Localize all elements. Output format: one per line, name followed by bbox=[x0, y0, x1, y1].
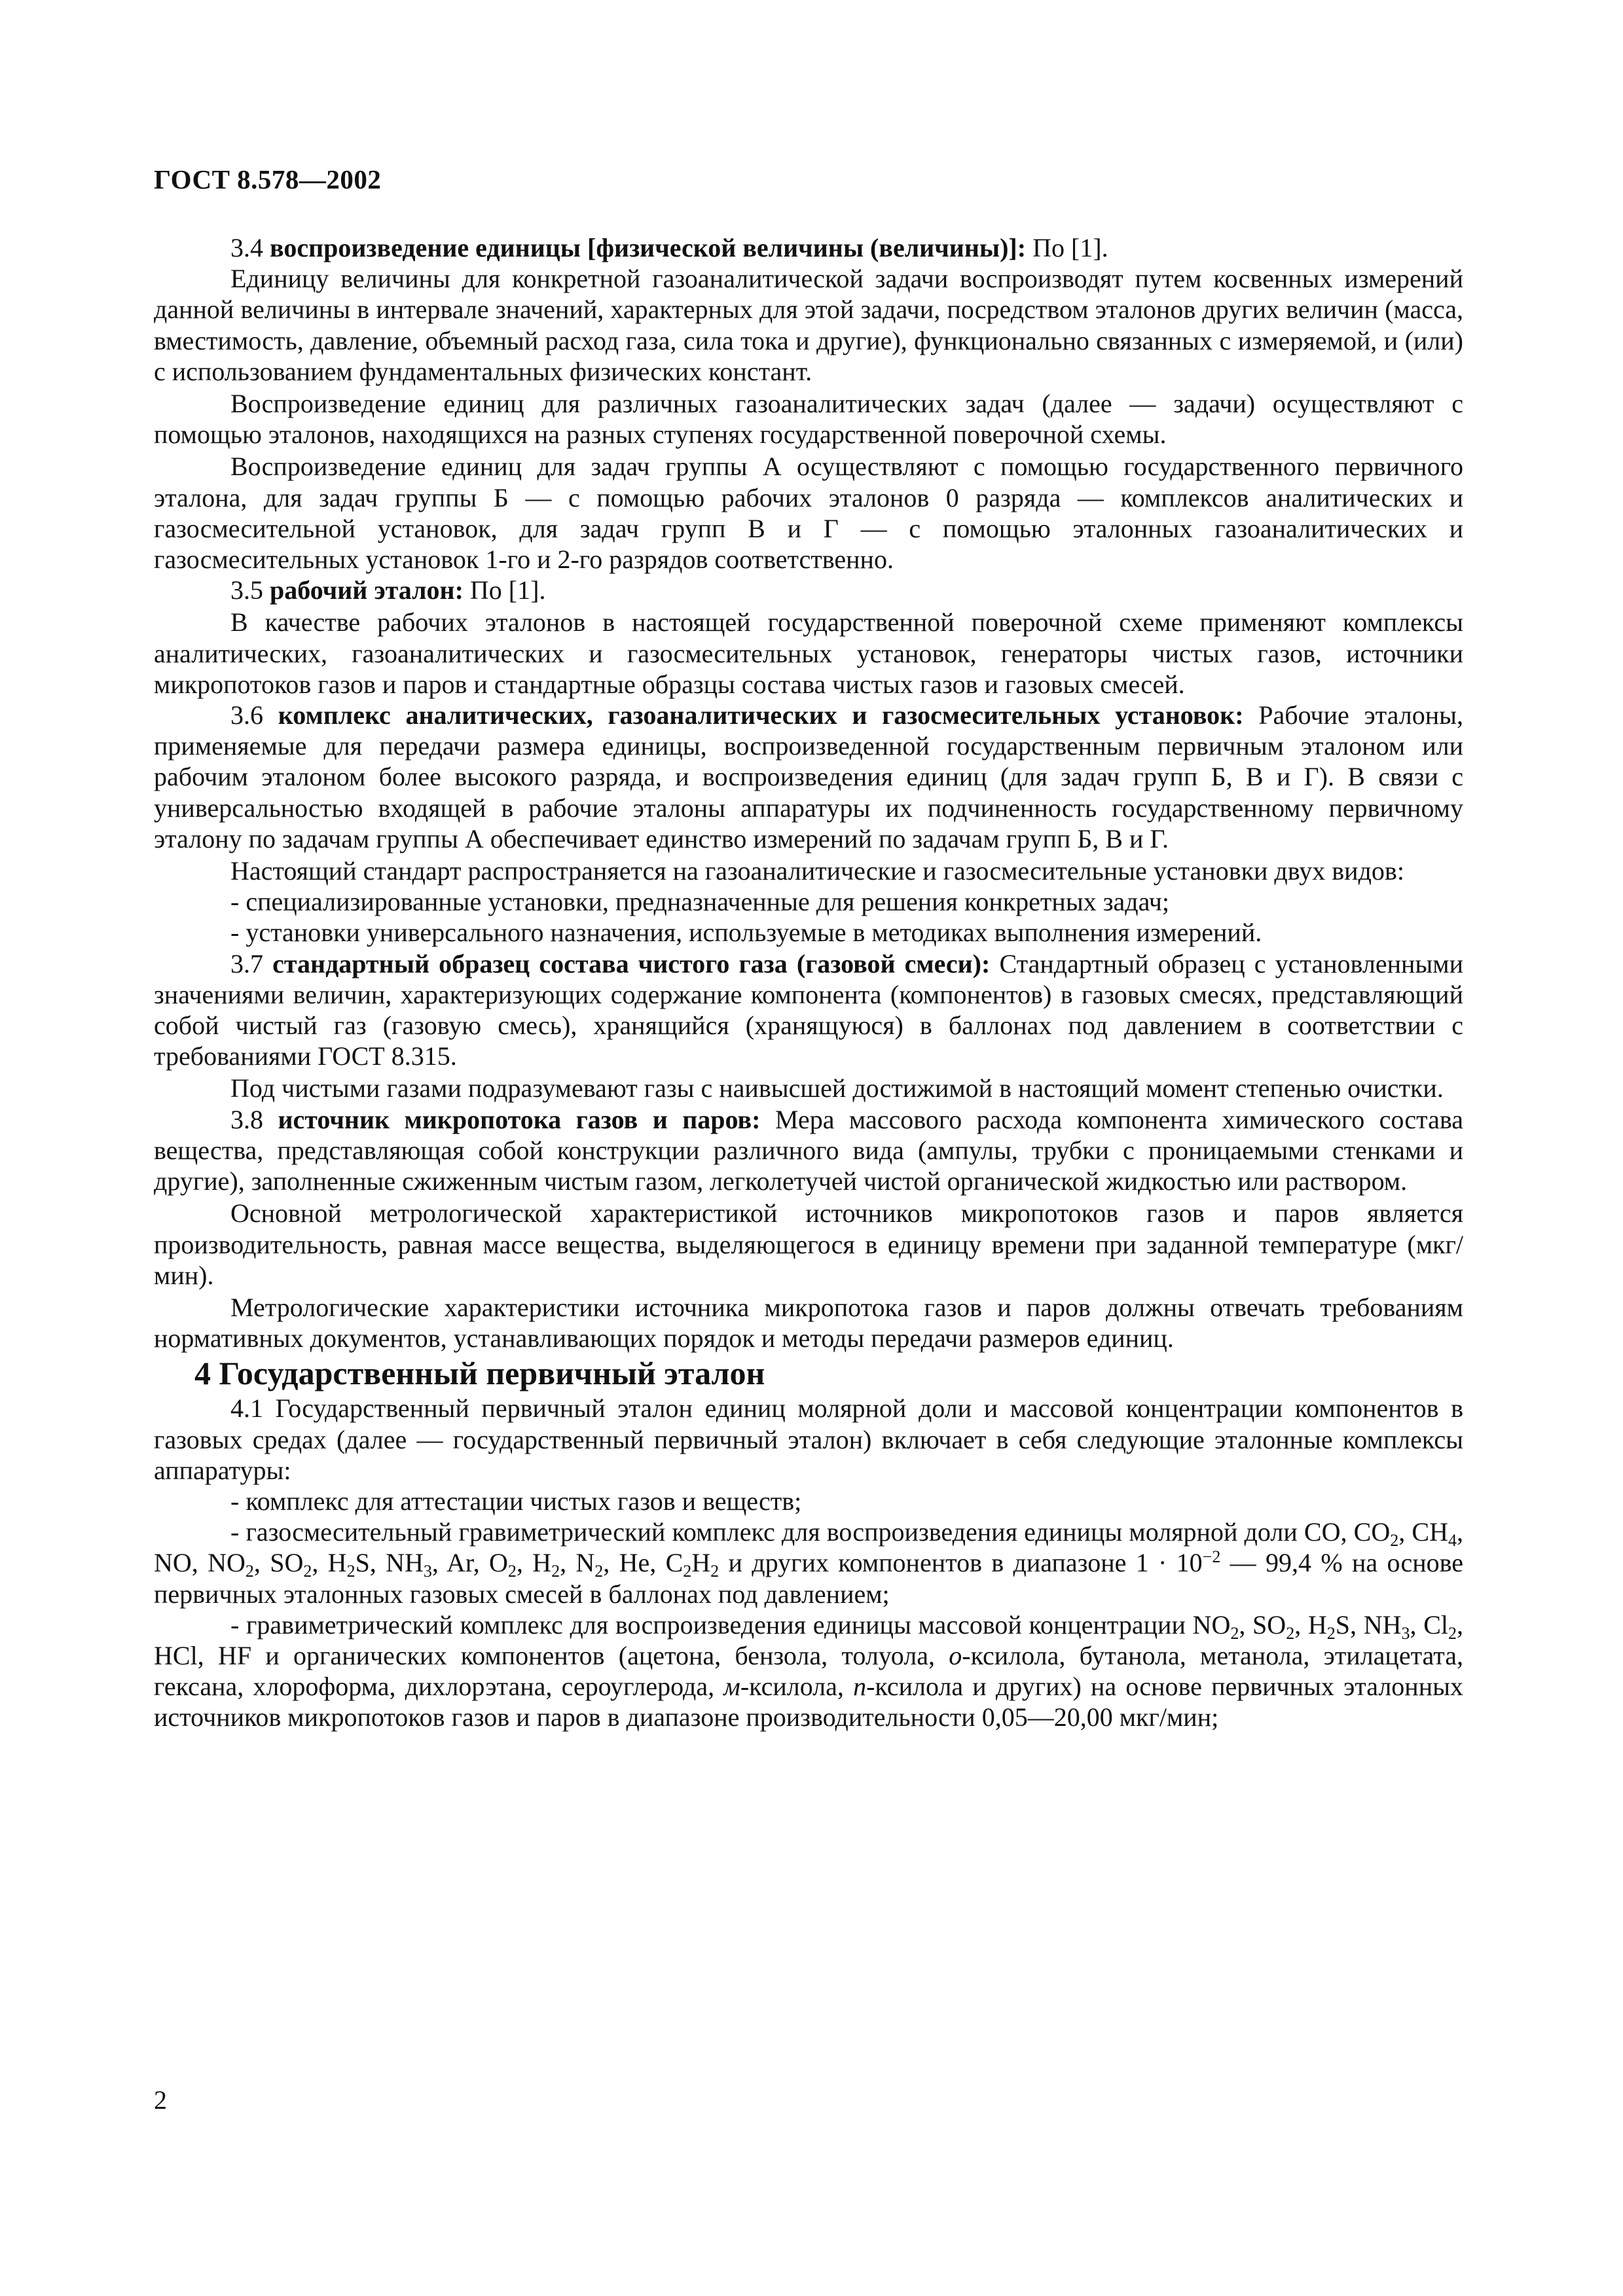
paragraph: Единицу величины для конкретной газоаналитической задачи воспроизводят путем косвенных измерений данной величины в интервале значений, характерных для этой задачи, посредством эталонов других величин (масса, вместимость, давление, объемный расход газа, сила тока и другие), функционально связанных с измеряемой, и (или) с использованием фундаментальных физических констант. bbox=[154, 264, 1463, 386]
paragraph: Метрологические характеристики источника микропотока газов и паров должны отвечать требованиям нормативных документов, устанавливающих порядок и методы передачи размеров единиц. bbox=[154, 1292, 1463, 1354]
paragraph-4-1: 4.1 Государственный первичный эталон единиц молярной доли и массовой концентрации компонентов в газовых средах (далее — государственный первичный эталон) включает в себя следующие эталонные комплексы аппаратуры: bbox=[154, 1393, 1463, 1485]
list-item-gravimetric-complex: - гравиметрический комплекс для воспроизведения единицы массовой концентрации $NO_2$, $SO_2$, $H_2S$, $NH_3$, $Cl_2$, HCl, HF и органических компонентов (ацетона, бензола, толуола, о-ксилола, бутанола, метанола, этилацетата, гексана, хлороформа, дихлорэтана, сероуглерода, м-ксилола, п-ксилола и других) на основе первичных эталонных источников микропотоков газов и паров в диапазоне производительности 0,05—20,00 мкг/мин; bbox=[154, 1609, 1464, 1732]
paragraph-3-7: 3.7 стандартный образец состава чистого газа (газовой смеси): Стандартный образец с установленными значениями величин, характеризующих содержание компонента (компонентов) в газовых смесях, представляющий собой чистый газ (газовую смесь), хранящийся (хранящуюся) в баллонах под давлением в соответствии с требованиями ГОСТ 8.315. bbox=[154, 948, 1463, 1071]
document-body bbox=[154, 232, 1463, 1733]
paragraph: Воспроизведение единиц для задач группы А осуществляют с помощью государственного первичного эталона, для задач группы Б — с помощью рабочих эталонов 0 разряда — комплексов аналитических и газосмесительной установок, для задач групп В и Г — с помощью эталонных газоаналитических и газосмесительных установок 1-го и 2-го разрядов соответственно. bbox=[154, 452, 1463, 575]
paragraph-3-8: 3.8 источник микропотока газов и паров: Мера массового расхода компонента химического состава вещества, представляющая собой конструкции различного вида (ампулы, трубки с проницаемыми стенками и другие), заполненные сжиженным чистым газом, легколетучей чистой органической жидкостью или раствором. bbox=[154, 1104, 1464, 1196]
paragraph: Под чистыми газами подразумевают газы с наивысшей достижимой в настоящий момент степенью очистки. bbox=[230, 1073, 1444, 1103]
paragraph: Воспроизведение единиц для различных газоаналитических задач (далее — задачи) осуществляют с помощью эталонов, находящихся на разных ступенях государственной поверочной схемы. bbox=[154, 389, 1463, 450]
term-3-8: источник микропотока газов и паров: bbox=[278, 1104, 761, 1134]
term-3-4: воспроизведение единицы [физической величины (величины)]: bbox=[270, 233, 1027, 262]
paragraph-3-5: 3.5 рабочий эталон: По [1]. bbox=[230, 575, 546, 605]
list-item: - комплекс для аттестации чистых газов и веществ; bbox=[230, 1486, 802, 1516]
list-item-gas-mixing-complex: - газосмесительный гравиметрический комплекс для воспроизведения единицы молярной доли CO, $CO_2$, $CH_4$, NO, $NO_2$, $SO_2$, $H_2S$, $NH_3$, Ar, $O_2$, $H_2$, $N_2$, He, $C_2H_2$ и других компонентов в диапазоне $1 \cdot 10^{-2}$ — 99,4 % на основе первичных эталонных газовых смесей в баллонах под давлением; bbox=[154, 1517, 1464, 1609]
paragraph: Настоящий стандарт распространяется на газоаналитические и газосмесительные установки двух видов: bbox=[230, 856, 1404, 886]
paragraph: Основной метрологической характеристикой источников микропотоков газов и паров является производительность, равная массе вещества, выделяющегося в единицу времени при заданной температуре (мкг/мин). bbox=[154, 1198, 1463, 1290]
paragraph-3-6: 3.6 комплекс аналитических, газоаналитических и газосмесительных установок: Рабочие эталоны, применяемые для передачи размера единицы, воспроизведенной государственным первичным эталоном или рабочим эталоном более высокого разряда, и воспроизведения единиц (для задач групп Б, В и Г). В связи с универсальностью входящей в рабочие эталоны аппаратуры их подчиненность государственному первичному эталону по задачам группы А обеспечивает единство измерений по задачам групп Б, В и Г. bbox=[154, 700, 1463, 853]
list-item: - специализированные установки, предназначенные для решения конкретных задач; bbox=[230, 887, 1169, 917]
term-3-6: комплекс аналитических, газоаналитических и газосмесительных установок: bbox=[278, 700, 1244, 730]
page-number: 2 bbox=[154, 2085, 167, 2115]
document-header: ГОСТ 8.578—2002 bbox=[154, 164, 382, 194]
term-3-7: стандартный образец состава чистого газа (газовой смеси): bbox=[272, 948, 991, 978]
paragraph: В качестве рабочих эталонов в настоящей государственной поверочной схеме применяют комплексы аналитических, газоаналитических и газосмесительных установок, генераторы чистых газов, источники микропотоков газов и паров и стандартные образцы состава чистых газов и газовых смесей. bbox=[154, 607, 1463, 699]
paragraph-3-4: 3.4 воспроизведение единицы [физической величины (величины)]: По [1]. bbox=[230, 233, 1108, 262]
term-3-5: рабочий эталон: bbox=[270, 575, 464, 605]
section-4-title: 4 Государственный первичный эталон bbox=[194, 1355, 765, 1392]
list-item: - установки универсального назначения, используемые в методиках выполнения измерений. bbox=[230, 918, 1262, 948]
